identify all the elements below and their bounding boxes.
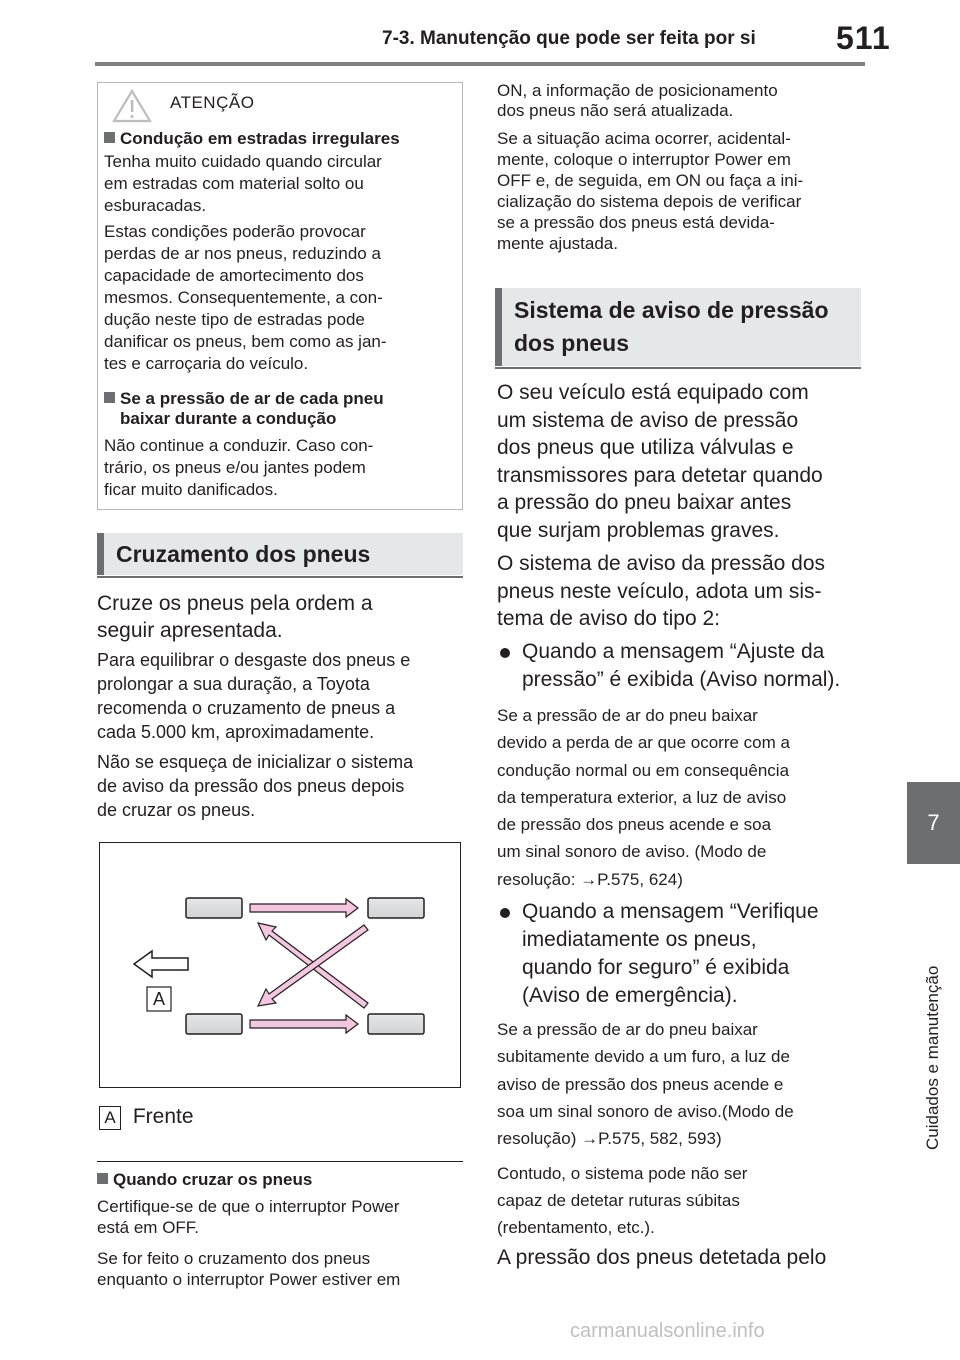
warning-item1-heading: Condução em estradas irregulares bbox=[104, 129, 400, 149]
tire-front-right bbox=[368, 898, 424, 918]
tire-front-left bbox=[186, 898, 242, 918]
tire-rear-left bbox=[186, 1014, 242, 1034]
warning-triangle-icon bbox=[112, 89, 152, 123]
arrow-front-left-to-right bbox=[250, 899, 358, 917]
warning-title: ATENÇÃO bbox=[170, 93, 255, 112]
continued-para2: Se a situação acima ocorrer, acidental- mente, coloque o interruptor Power em OFF e, de seguida, em ON ou faça a ini- cialização do sistema depois de verificar se a pressão dos pneus está devida- mente ajustada. bbox=[497, 129, 804, 253]
page-number: 511 bbox=[836, 20, 891, 56]
diagram-label-a: A bbox=[152, 989, 166, 1009]
chapter-label bbox=[915, 880, 955, 1150]
legend-letter-box: A bbox=[99, 1106, 121, 1130]
note-rule bbox=[97, 1161, 463, 1162]
bullet1-para: Se a pressão de ar do pneu baixar devido a perda de ar que ocorre com a condução normal ou em consequência da temperatura exterior, a luz de aviso de pressão dos pneus acende e soa um sinal sonoro de aviso. (Modo de resolução: →P.575, 624) bbox=[497, 706, 790, 889]
tpws-para2: O sistema de aviso da pressão dos pneus neste veículo, adota um sis- tema de aviso do tipo 2: bbox=[497, 552, 826, 630]
note-para1: Certifique-se de que o interruptor Power está em OFF. bbox=[97, 1197, 400, 1237]
rotation-diagram bbox=[99, 842, 461, 1088]
note-heading: Quando cruzar os pneus bbox=[97, 1170, 312, 1190]
tpws-para1: O seu veículo está equipado com um sistema de aviso de pressão dos pneus que utiliza válvulas e transmissores para detetar quando a pressão do pneu baixar antes que surjam problemas graves. bbox=[497, 381, 823, 542]
bullet-dot-icon bbox=[500, 908, 510, 918]
square-bullet-icon bbox=[97, 1173, 108, 1184]
chapter-tab: 7 bbox=[907, 782, 960, 864]
chapter-label-text: Cuidados e manutenção bbox=[923, 965, 942, 1150]
warning-item1-para1: Tenha muito cuidado quando circular em estradas com material solto ou esburacadas. bbox=[104, 152, 382, 215]
rotation-para2: Não se esqueça de inicializar o sistema de aviso da pressão dos pneus depois de cruzar os pneus. bbox=[97, 752, 414, 820]
bullet2-text: Quando a mensagem “Verifique imediatamente os pneus, quando for seguro” é exibida (Aviso de emergência). bbox=[522, 900, 819, 1007]
square-bullet-icon bbox=[104, 132, 115, 143]
front-direction-arrow-icon bbox=[134, 951, 188, 977]
header-rule bbox=[95, 62, 865, 66]
section-title: 7-3. Manutenção que pode ser feita por si bbox=[382, 28, 756, 49]
tire-rear-right bbox=[368, 1014, 424, 1034]
bullet1-text: Quando a mensagem “Ajuste da pressão” é exibida (Aviso normal). bbox=[522, 640, 841, 691]
arrow-rear-left-to-right bbox=[250, 1015, 358, 1033]
para-after: Contudo, o sistema pode não ser capaz de detetar ruturas súbitas (rebentamento, etc.). bbox=[497, 1164, 748, 1237]
watermark: carmanualsonline.info bbox=[570, 1320, 765, 1342]
warning-item2-heading: Se a pressão de ar de cada pneu baixar durante a condução bbox=[104, 389, 384, 429]
legend-text: Frente bbox=[132, 1105, 194, 1128]
note-para2: Se for feito o cruzamento dos pneus enquanto o interruptor Power estiver em bbox=[97, 1249, 401, 1289]
rotation-heading-rule bbox=[97, 576, 463, 578]
rotation-intro: Cruze os pneus pela ordem a seguir apresentada. bbox=[97, 592, 373, 642]
square-bullet-icon bbox=[104, 392, 115, 403]
warning-box bbox=[97, 82, 463, 510]
tpws-heading: Sistema de aviso de pressão dos pneus bbox=[495, 288, 861, 366]
bullet-dot-icon bbox=[500, 648, 510, 658]
diagram-legend bbox=[99, 1103, 194, 1131]
rotation-diagram-svg bbox=[100, 843, 460, 1087]
continued-para1: ON, a informação de posicionamento dos pneus não será atualizada. bbox=[497, 81, 778, 120]
bullet2-para: Se a pressão de ar do pneu baixar subitamente devido a um furo, a luz de aviso de pressão dos pneus acende e soa um sinal sonoro de aviso.(Modo de resolução) →P.575, 582, 593) bbox=[497, 1020, 794, 1149]
rotation-para1: Para equilibrar o desgaste dos pneus e prolongar a sua duração, a Toyota recomenda o cruzamento de pneus a cada 5.000 km, aproximadamente. bbox=[97, 650, 411, 742]
tpws-heading-rule bbox=[495, 367, 861, 369]
warning-item1-para2: Estas condições poderão provocar perdas de ar nos pneus, reduzindo a capacidade de amortecimento dos mesmos. Consequentemente, a con- dução neste tipo de estradas pode danificar os pneus, bem como as jan- tes e carroçaria do veículo. bbox=[104, 222, 387, 373]
warning-item2-para: Não continue a conduzir. Caso con- trário, os pneus e/ou jantes podem ficar muito danificados. bbox=[104, 436, 374, 499]
last-line: A pressão dos pneus detetada pelo bbox=[497, 1246, 827, 1269]
rotation-heading: Cruzamento dos pneus bbox=[97, 533, 463, 575]
